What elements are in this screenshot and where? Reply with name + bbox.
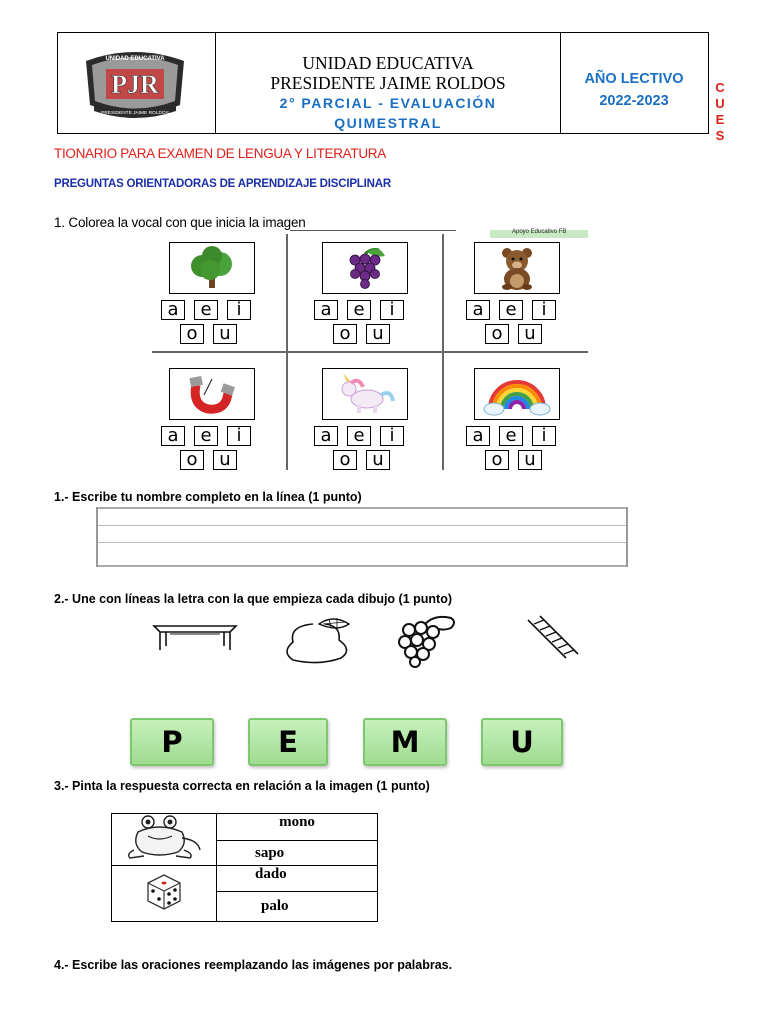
page-title: TIONARIO PARA EXAMEN DE LENGUA Y LITERATURA [54,146,386,161]
parcial-line2: QUIMESTRAL [334,115,442,131]
vowel-box-e[interactable]: e [194,300,218,320]
frog-icon [124,814,204,860]
vowel-box-a[interactable]: a [161,300,185,320]
vowel-box-a[interactable]: a [314,300,338,320]
option-palo[interactable]: palo [217,892,378,922]
vowel-item-magnet [152,360,297,478]
table-icon [150,620,240,660]
grapes-icon [395,612,465,668]
vowel-box-a[interactable]: a [466,426,490,446]
year-value: 2022-2023 [599,93,669,109]
magnet-icon [182,371,242,417]
school-name-line2: PRESIDENTE JAIME ROLDOS [270,73,506,93]
ladder-icon [520,614,584,660]
name-writing-lines[interactable] [96,507,628,567]
option-mono[interactable]: mono [217,814,378,841]
vowel-grid [152,229,588,470]
pear-icon [275,614,361,664]
vowel-box-i[interactable]: i [227,426,251,446]
divider [290,230,456,231]
picture-frame [474,242,560,294]
letter-card-p[interactable]: P [130,718,214,766]
letter-card-u[interactable]: U [481,718,563,766]
letter-card-m[interactable]: M [363,718,447,766]
vowel-item-grapes [305,234,450,352]
vowel-box-a[interactable]: a [314,426,338,446]
dice-icon [142,869,186,913]
bear-icon [487,245,547,291]
side-letters [713,80,727,144]
vowel-box-e[interactable]: e [499,300,523,320]
picture-frame [322,242,408,294]
question-1-text: 1. Colorea la vocal con que inicia la imagen [54,215,306,230]
side-letter: S [715,128,725,143]
vowel-box-i[interactable]: i [380,426,404,446]
rainbow-icon [482,371,552,417]
vowel-item-rainbow [457,360,602,478]
school-logo-icon [80,47,190,119]
vowel-box-e[interactable]: e [347,300,371,320]
picture-frame [169,242,255,294]
vowel-box-u[interactable]: u [213,324,237,344]
option-sapo[interactable]: sapo [217,841,378,866]
vowel-box-e[interactable]: e [347,426,371,446]
vowel-box-u[interactable]: u [518,324,542,344]
vowel-item-tree [152,234,297,352]
grapes-icon [335,246,395,290]
year-label: AÑO LECTIVO [584,71,684,87]
dice-cell [112,866,217,922]
logo-initials: PJR [111,70,159,99]
vowel-box-i[interactable]: i [380,300,404,320]
vowel-box-a[interactable]: a [466,300,490,320]
vowel-item-bear [457,234,602,352]
vowel-box-u[interactable]: u [518,450,542,470]
vowel-box-i[interactable]: i [227,300,251,320]
vowel-box-i[interactable]: i [532,426,556,446]
parcial-line1: 2° PARCIAL - EVALUACIÓN [279,95,497,111]
side-letter: U [715,96,725,111]
answer-table [111,813,378,922]
option-dado[interactable]: dado [217,866,378,892]
frog-cell [112,814,217,866]
vowel-box-o[interactable]: o [485,324,509,344]
logo-top-text: UNIDAD EDUCATIVA [105,56,165,62]
vowel-box-e[interactable]: e [499,426,523,446]
picture-frame [474,368,560,420]
vowel-box-o[interactable]: o [180,450,204,470]
vowel-box-o[interactable]: o [485,450,509,470]
unicorn-icon [333,371,397,417]
picture-frame [169,368,255,420]
vowel-box-e[interactable]: e [194,426,218,446]
question-2-text: 2.- Une con líneas la letra con la que empieza cada dibujo (1 punto) [54,592,452,606]
question-4-text: 4.- Escribe las oraciones reemplazando las imágenes por palabras. [54,958,453,972]
vowel-box-u[interactable]: u [213,450,237,470]
logo-bottom-text: PRESIDENTE JAIME ROLDOS [101,111,169,116]
tree-icon [182,246,242,290]
side-letter: E [715,112,725,127]
vowel-box-o[interactable]: o [333,324,357,344]
letter-card-e[interactable]: E [248,718,328,766]
question-3-text: 3.- Pinta la respuesta correcta en relación a la imagen (1 punto) [54,779,430,793]
vowel-box-a[interactable]: a [161,426,185,446]
vowel-box-i[interactable]: i [532,300,556,320]
side-letter: C [715,80,725,95]
header-table [57,32,709,134]
vowel-box-u[interactable]: u [366,324,390,344]
vowel-item-unicorn [305,360,450,478]
question-name-text: 1.- Escribe tu nombre completo en la línea (1 punto) [54,490,362,504]
vowel-box-o[interactable]: o [180,324,204,344]
corner-text: Apoyo Educativo FB [512,229,567,235]
vowel-box-o[interactable]: o [333,450,357,470]
vowel-box-u[interactable]: u [366,450,390,470]
school-name-line1: UNIDAD EDUCATIVA [302,53,474,73]
page-subtitle: PREGUNTAS ORIENTADORAS DE APRENDIZAJE DISCIPLINAR [54,178,391,190]
logo-cell [58,33,216,133]
picture-frame [322,368,408,420]
